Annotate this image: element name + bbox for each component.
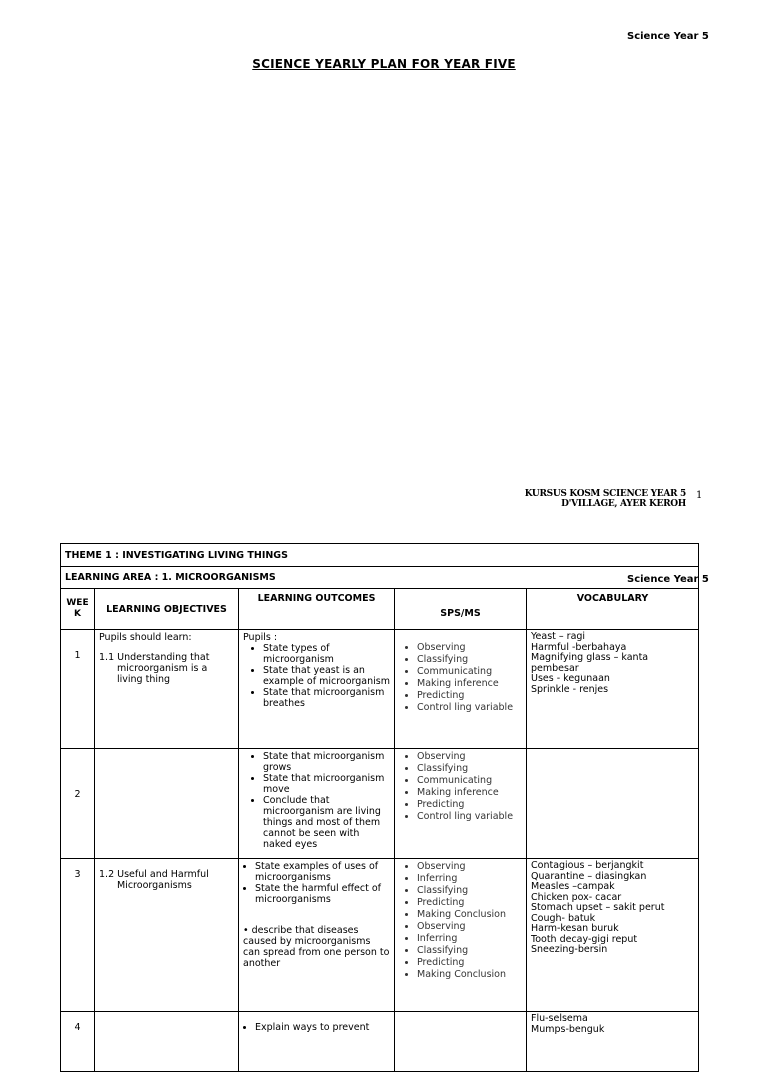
vocab-item: Harmful -berbahaya: [531, 641, 627, 653]
vocab-item: Sneezing-bersin: [531, 944, 608, 955]
outcomes-list: [243, 751, 390, 850]
sps-item: • Observing: [417, 642, 522, 654]
week-cell: 4: [61, 1012, 95, 1072]
week-cell: 2: [61, 749, 95, 859]
outcome-item: • State types of microorganism: [263, 643, 390, 665]
footer-line-1: KURSUS KOSM SCIENCE YEAR 5: [524, 489, 686, 499]
objectives-cell: [95, 1012, 239, 1072]
vocab-item: Chicken pox- cacar: [531, 891, 622, 903]
week-cell: 1: [61, 630, 95, 749]
sps-item: • Making Conclusion: [417, 969, 522, 981]
sps-item: • Predicting: [417, 690, 522, 702]
vocab-item: Yeast – ragi: [531, 631, 586, 642]
objectives-intro: Pupils should learn:: [99, 632, 192, 643]
objectives-cell: [95, 749, 239, 859]
learning-area-row: [61, 567, 699, 589]
sps-item: • Observing: [417, 751, 522, 763]
sps-item: • Inferring: [417, 933, 522, 945]
outcome-item: • Conclude that microorganism are living things and most of them cannot be seen with naked eyes: [263, 795, 390, 850]
outcomes-intro: Pupils :: [243, 632, 278, 643]
outcome-extra: • describe that diseases caused by microorganisms can spread from one person to another: [243, 925, 390, 969]
header-subject-repeat: Science Year 5: [627, 574, 709, 585]
vocab-cell: [527, 630, 699, 749]
sps-list: [399, 861, 522, 981]
vocab-item: Cough- batuk: [531, 912, 596, 924]
vocab-item: Quarantine – diasingkan: [531, 870, 647, 882]
outcome-item: • State that microorganism breathes: [263, 687, 390, 709]
objective-item: 1.1 Understanding that microorganism is a living thing: [99, 652, 210, 685]
sps-cell: [395, 859, 527, 1012]
vocab-cell: [527, 859, 699, 1012]
column-header-row: [61, 589, 699, 630]
outcome-item: • Explain ways to prevent: [255, 1022, 390, 1033]
vocab-item: Measles –campak: [531, 881, 615, 892]
sps-item: • Predicting: [417, 897, 522, 909]
sps-item: • Inferring: [417, 873, 522, 885]
table-row: [61, 749, 699, 859]
vocab-item: Flu-selsema: [531, 1013, 588, 1024]
sps-item: • Classifying: [417, 945, 522, 957]
sps-item: • Control ling variable: [417, 702, 522, 714]
outcome-item: • State examples of uses of microorganisms: [255, 861, 390, 883]
outcome-item: • State the harmful effect of microorganisms: [255, 883, 390, 905]
table-row: [61, 1012, 699, 1072]
vocab-item: Contagious – berjangkit: [531, 860, 644, 871]
vocab-item: Mumps-benguk: [531, 1023, 605, 1035]
objective-item: 1.2 Useful and Harmful Microorganisms: [99, 869, 209, 891]
col-learning-objectives: LEARNING OBJECTIVES: [95, 589, 239, 630]
col-vocabulary: VOCABULARY: [527, 589, 699, 630]
vocab-cell: [527, 749, 699, 859]
vocab-item: Tooth decay-gigi reput: [531, 933, 638, 945]
table-row: [61, 859, 699, 1012]
sps-item: • Classifying: [417, 885, 522, 897]
objectives-cell: [95, 859, 239, 1012]
outcome-item: • State that yeast is an example of microorganism: [263, 665, 390, 687]
sps-item: • Predicting: [417, 799, 522, 811]
theme-cell: THEME 1 : INVESTIGATING LIVING THINGS: [61, 544, 699, 567]
sps-item: • Observing: [417, 861, 522, 873]
vocab-item: Stomach upset – sakit perut: [531, 902, 665, 913]
sps-item: • Classifying: [417, 763, 522, 775]
sps-item: • Making inference: [417, 787, 522, 799]
theme-row: [61, 544, 699, 567]
sps-item: • Making Conclusion: [417, 909, 522, 921]
outcomes-cell: [239, 749, 395, 859]
page-title: SCIENCE YEARLY PLAN FOR YEAR FIVE: [252, 57, 516, 71]
sps-list: [399, 642, 522, 714]
sps-cell: [395, 630, 527, 749]
sps-item: • Communicating: [417, 775, 522, 787]
outcomes-list: [243, 643, 390, 709]
outcomes-list: [243, 861, 390, 905]
sps-list: [399, 751, 522, 823]
outcome-item: • State that microorganism move: [263, 773, 390, 795]
vocab-item: Uses - kegunaan: [531, 673, 610, 684]
sps-item: • Control ling variable: [417, 811, 522, 823]
col-learning-outcomes: LEARNING OUTCOMES: [239, 589, 395, 630]
sps-item: • Observing: [417, 921, 522, 933]
outcomes-cell: [239, 859, 395, 1012]
sps-cell: [395, 1012, 527, 1072]
sps-item: • Classifying: [417, 654, 522, 666]
learning-area-cell: LEARNING AREA : 1. MICROORGANISMS: [61, 567, 699, 589]
vocab-item: Sprinkle - renjes: [531, 683, 609, 695]
table-row: [61, 630, 699, 749]
vocab-item: Magnifying glass – kanta pembesar: [531, 652, 649, 674]
outcome-item: • State that microorganism grows: [263, 751, 390, 773]
yearly-plan-table: [60, 543, 699, 1072]
outcomes-cell: [239, 630, 395, 749]
outcomes-cell: [239, 1012, 395, 1072]
vocab-item: Harm-kesan buruk: [531, 923, 619, 934]
sps-item: • Predicting: [417, 957, 522, 969]
header-subject: Science Year 5: [627, 31, 709, 42]
col-week: WEE K: [61, 589, 95, 630]
sps-item: • Communicating: [417, 666, 522, 678]
col-sps-ms: SPS/MS: [395, 589, 527, 630]
week-cell: 3: [61, 859, 95, 1012]
objectives-cell: [95, 630, 239, 749]
page-number: 1: [696, 490, 703, 501]
sps-item: • Making inference: [417, 678, 522, 690]
sps-cell: [395, 749, 527, 859]
footer-line-2: D'VILLAGE, AYER KEROH: [561, 499, 686, 509]
vocab-cell: [527, 1012, 699, 1072]
footer-course: [525, 489, 686, 509]
